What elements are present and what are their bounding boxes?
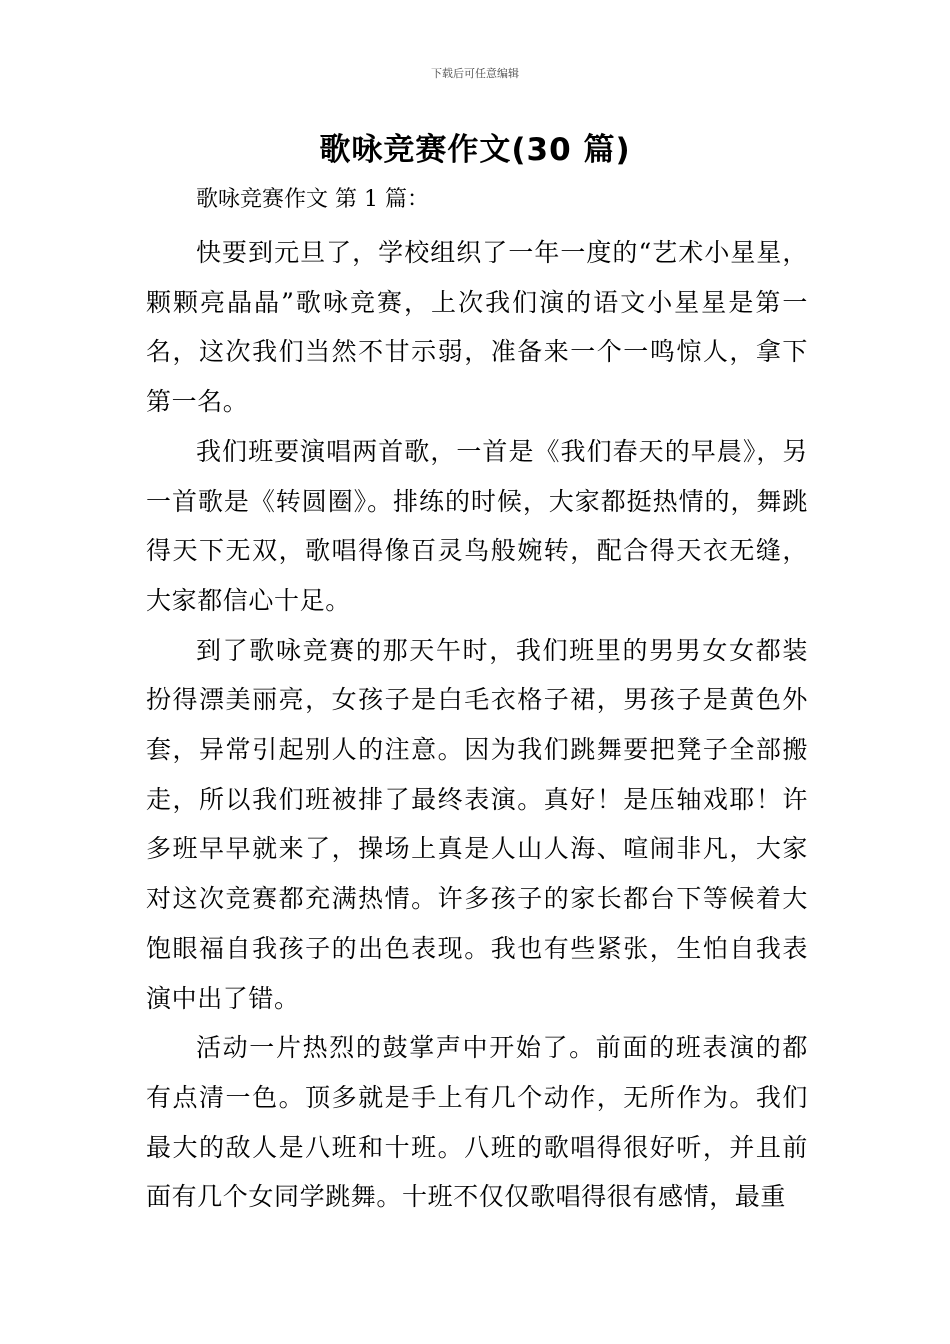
document-title: 歌咏竞赛作文(30 篇) [319, 132, 631, 168]
paragraph: 活动一片热烈的鼓掌声中开始了。前面的班表演的都有点清一色。顶多就是手上有几个动作，无所作为。我们最大的敌人是八班和十班。八班的歌唱得很好听，并且前面有几个女同学跳舞。十班不仅仅歌唱得很有感情，最重 [146, 1033, 808, 1212]
essay-body [146, 228, 808, 1222]
paragraph: 快要到元旦了，学校组织了一年一度的“艺术小星星，颗颗亮晶晶”歌咏竞赛，上次我们演的语文小星星是第一名，这次我们当然不甘示弱，准备来一个一鸣惊人，拿下第一名。 [146, 238, 808, 417]
paragraph: 到了歌咏竞赛的那天午时，我们班里的男男女女都装扮得漂美丽亮，女孩子是白毛衣格子裙，男孩子是黄色外套，异常引起别人的注意。因为我们跳舞要把凳子全部搬走，所以我们班被排了最终表演。真好！是压轴戏耶！许多班早早就来了，操场上真是人山人海、喧闹非凡，大家对这次竞赛都充满热情。许多孩子的家长都台下等候着大饱眼福自我孩子的出色表现。我也有些紧张，生怕自我表演中出了错。 [146, 635, 808, 1013]
paragraph: 我们班要演唱两首歌，一首是《我们春天的早晨》，另一首歌是《转圆圈》。排练的时候，大家都挺热情的，舞跳得天下无双，歌唱得像百灵鸟般婉转，配合得天衣无缝，大家都信心十足。 [146, 436, 808, 615]
section-heading: 歌咏竞赛作文 第 1 篇： [196, 187, 429, 212]
header-note: 下载后可任意编辑 [431, 67, 519, 80]
